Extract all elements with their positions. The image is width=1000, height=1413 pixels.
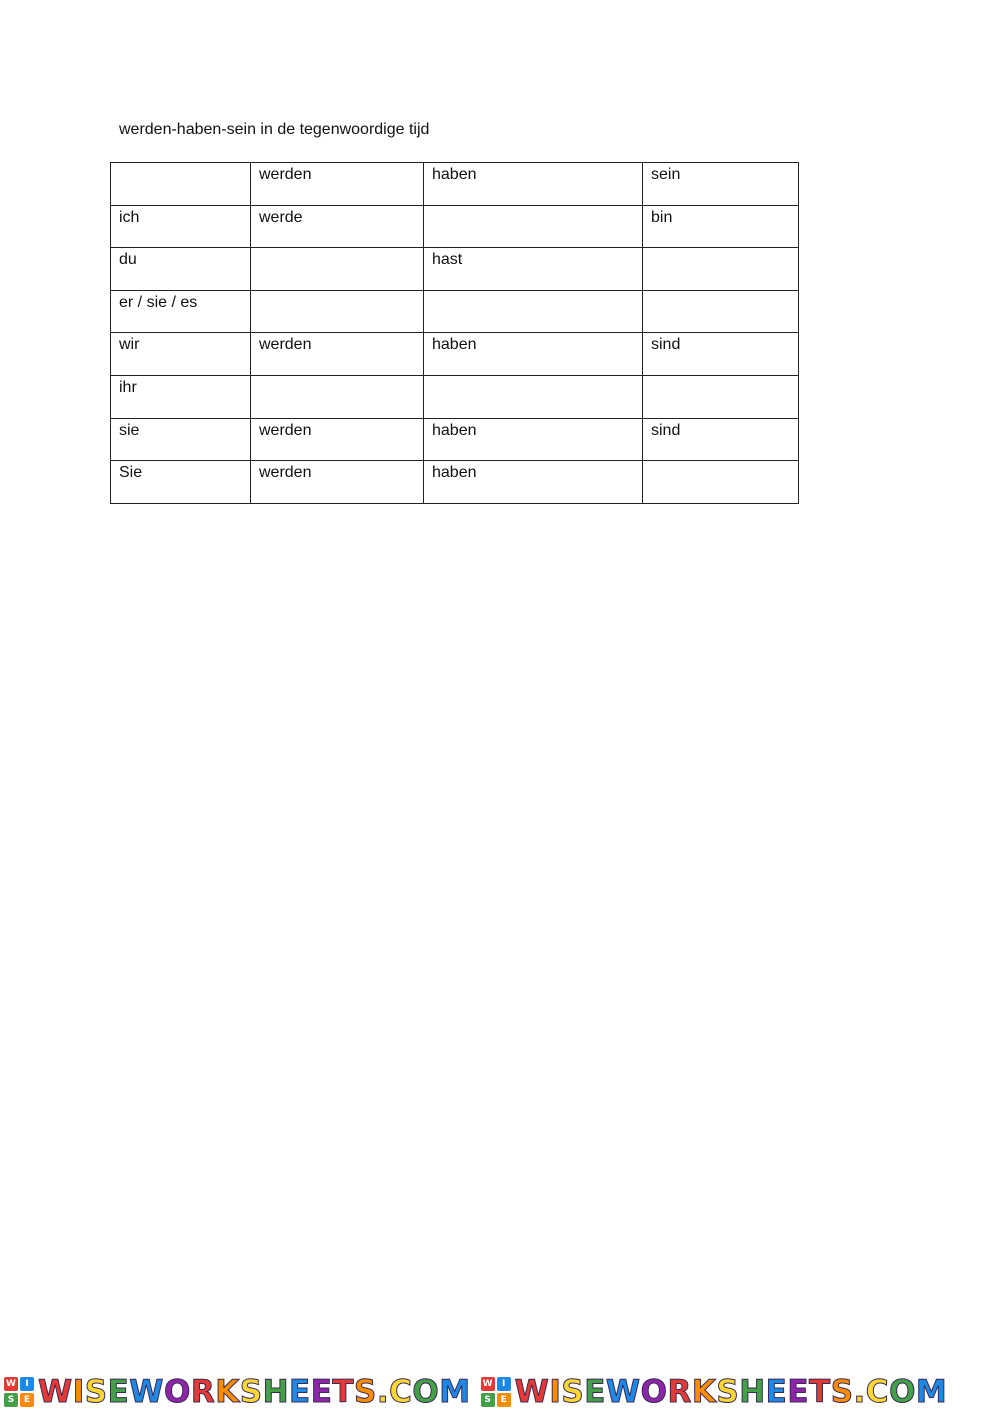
page-title: werden-haben-sein in de tegenwoordige tijd	[119, 121, 430, 138]
brand-letter: E	[310, 1374, 333, 1410]
brand-letter: S	[716, 1374, 740, 1410]
table-row	[111, 461, 799, 504]
brand-letter: S	[239, 1374, 263, 1410]
logo-letter: S	[4, 1393, 18, 1407]
haben-cell[interactable]	[424, 290, 643, 333]
werden-cell[interactable]: werden	[251, 333, 424, 376]
brand-letter: S	[354, 1374, 377, 1410]
sein-cell[interactable]	[643, 248, 799, 291]
header-cell-haben: haben	[424, 163, 643, 206]
haben-cell[interactable]	[424, 205, 643, 248]
brand-text	[515, 1375, 948, 1409]
pronoun-cell: Sie	[111, 461, 251, 504]
haben-cell[interactable]: haben	[424, 418, 643, 461]
conjugation-table	[110, 162, 799, 504]
sein-cell[interactable]: sind	[643, 333, 799, 376]
sein-cell[interactable]: bin	[643, 205, 799, 248]
pronoun-cell: ihr	[111, 375, 251, 418]
brand-letter: E	[584, 1374, 606, 1410]
logo-letter: I	[497, 1377, 511, 1391]
pronoun-cell: du	[111, 248, 251, 291]
brand-letter: .	[853, 1374, 866, 1410]
werden-cell[interactable]	[251, 248, 424, 291]
brand-letter: S	[561, 1374, 585, 1410]
brand-watermark	[477, 1375, 948, 1409]
haben-cell[interactable]	[424, 375, 643, 418]
brand-letter: I	[549, 1374, 562, 1410]
brand-letter: R	[190, 1374, 216, 1410]
logo-letter: E	[497, 1393, 511, 1407]
pronoun-cell: wir	[111, 333, 251, 376]
table-row	[111, 205, 799, 248]
pronoun-cell: er / sie / es	[111, 290, 251, 333]
table-row	[111, 333, 799, 376]
brand-letter: S	[830, 1374, 854, 1410]
brand-letter: H	[739, 1374, 766, 1410]
werden-cell[interactable]: werden	[251, 461, 424, 504]
table-header-row	[111, 163, 799, 206]
pronoun-cell: sie	[111, 418, 251, 461]
sein-cell[interactable]	[643, 290, 799, 333]
werden-cell[interactable]	[251, 375, 424, 418]
brand-logo	[4, 1377, 34, 1407]
brand-letter: I	[72, 1374, 85, 1410]
brand-letter: M	[439, 1374, 471, 1410]
brand-letter: E	[289, 1374, 311, 1410]
logo-letter: W	[481, 1377, 495, 1391]
brand-letter: S	[84, 1374, 108, 1410]
brand-letter: C	[389, 1374, 413, 1410]
brand-letter: E	[765, 1374, 788, 1410]
brand-letter: O	[640, 1374, 668, 1410]
table-row	[111, 290, 799, 333]
brand-text	[38, 1375, 471, 1409]
header-cell-pronoun	[111, 163, 251, 206]
table-row	[111, 248, 799, 291]
brand-letter: K	[691, 1374, 717, 1410]
brand-letter: .	[376, 1374, 390, 1410]
brand-logo	[481, 1377, 511, 1407]
table-row	[111, 418, 799, 461]
logo-letter: S	[481, 1393, 495, 1407]
header-cell-werden: werden	[251, 163, 424, 206]
brand-letter: W	[605, 1374, 641, 1410]
brand-letter: H	[262, 1374, 290, 1410]
brand-letter: T	[332, 1374, 355, 1410]
logo-letter: E	[20, 1393, 34, 1407]
brand-letter: O	[412, 1374, 440, 1410]
brand-letter: E	[107, 1374, 130, 1410]
footer-watermark	[0, 1374, 1000, 1410]
brand-letter: M	[915, 1374, 948, 1410]
header-cell-sein: sein	[643, 163, 799, 206]
sein-cell[interactable]	[643, 461, 799, 504]
brand-letter: W	[129, 1374, 164, 1410]
brand-letter: O	[163, 1374, 191, 1410]
logo-letter: W	[4, 1377, 18, 1391]
pronoun-cell: ich	[111, 205, 251, 248]
werden-cell[interactable]: werden	[251, 418, 424, 461]
haben-cell[interactable]: hast	[424, 248, 643, 291]
brand-letter: R	[667, 1374, 692, 1410]
brand-watermark	[0, 1375, 471, 1409]
brand-letter: W	[514, 1374, 550, 1410]
werden-cell[interactable]: werde	[251, 205, 424, 248]
table-row	[111, 375, 799, 418]
werden-cell[interactable]	[251, 290, 424, 333]
sein-cell[interactable]	[643, 375, 799, 418]
brand-letter: T	[809, 1374, 831, 1410]
brand-letter: C	[865, 1374, 890, 1410]
brand-letter: E	[787, 1374, 810, 1410]
brand-letter: O	[889, 1374, 916, 1410]
haben-cell[interactable]: haben	[424, 333, 643, 376]
sein-cell[interactable]: sind	[643, 418, 799, 461]
haben-cell[interactable]: haben	[424, 461, 643, 504]
brand-letter: W	[38, 1374, 73, 1410]
logo-letter: I	[20, 1377, 34, 1391]
brand-letter: K	[215, 1374, 240, 1410]
